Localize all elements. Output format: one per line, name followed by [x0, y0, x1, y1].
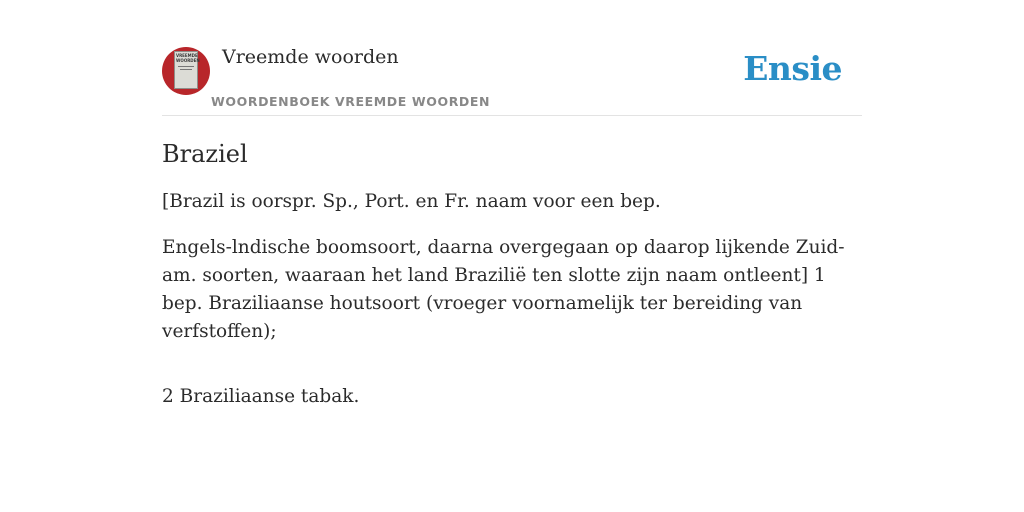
dictionary-header	[162, 44, 862, 116]
entry-headword: Braziel	[162, 140, 248, 168]
ensie-logo-link[interactable]: Ensie	[743, 49, 842, 88]
entry-paragraph: 2 Braziliaanse tabak.	[162, 386, 360, 407]
book-cover-title: VREEMDE WOORDEN	[176, 53, 200, 63]
dictionary-subtitle: WOORDENBOEK VREEMDE WOORDEN	[211, 94, 491, 109]
entry-paragraph: [Brazil is oorspr. Sp., Port. en Fr. naam voor een bep.	[162, 191, 661, 212]
dictionary-avatar[interactable]	[162, 47, 210, 95]
book-cover-rule	[178, 66, 194, 67]
entry-content	[162, 138, 862, 429]
book-cover-rule	[180, 69, 192, 70]
dictionary-name-link[interactable]: Vreemde woorden	[222, 46, 399, 68]
book-cover-icon	[174, 51, 198, 89]
entry-paragraph: Engels-lndische boomsoort, daarna overgegaan op daarop lijkende Zuid-am. soorten, waaraan het land Brazilië ten slotte zijn naam ontleent] 1 bep. Braziliaanse houtsoort (vroeger voornamelijk ter bereiding van verfstoffen);	[162, 237, 845, 342]
